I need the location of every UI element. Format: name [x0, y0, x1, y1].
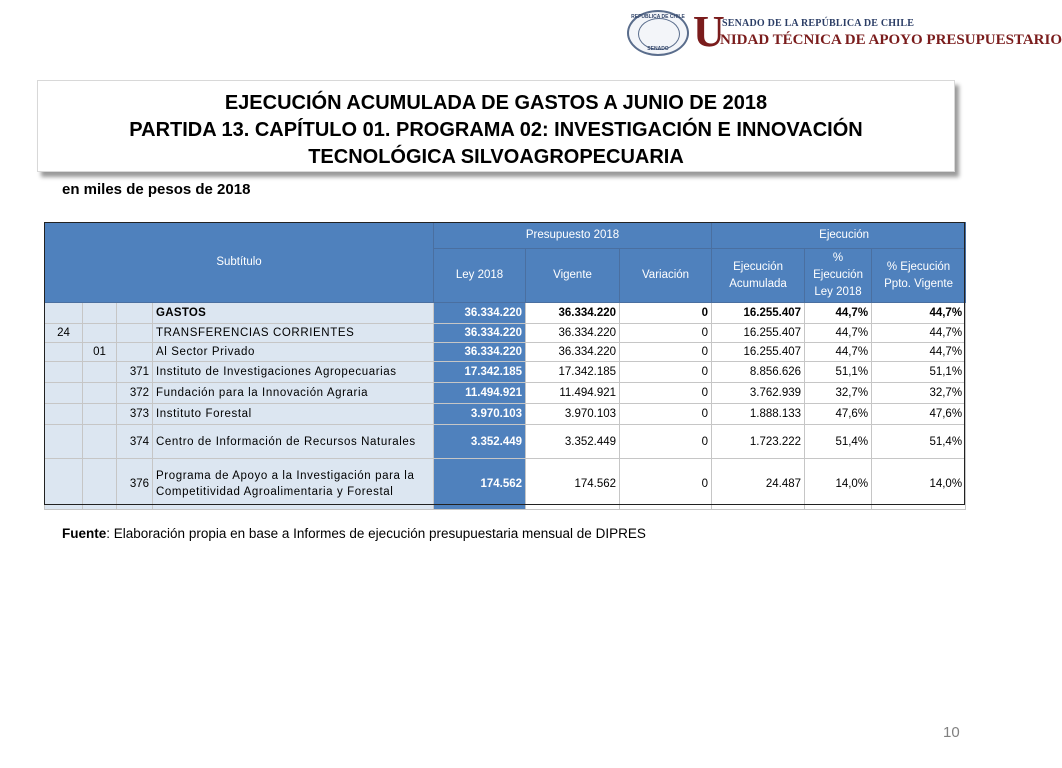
- asignacion-code: 372: [117, 383, 153, 404]
- ejecucion-value: 3.762.939: [712, 383, 805, 404]
- vigente-value: 3.970.103: [526, 404, 620, 425]
- page-number: 10: [943, 724, 960, 741]
- variacion-value: 0: [620, 362, 712, 383]
- ejecucion-value: 1.888.133: [712, 404, 805, 425]
- seal-bottom-text: SENADO: [647, 46, 669, 52]
- ley-value: 11.494.921: [434, 383, 526, 404]
- header-ejecucion: Ejecución: [712, 223, 966, 249]
- subtitulo-code: [45, 404, 83, 425]
- ejecucion-value: 16.255.407: [712, 303, 805, 324]
- row-name: Fundación para la Innovación Agraria: [153, 383, 434, 404]
- pct-vigente-value: 51,4%: [872, 425, 966, 459]
- variacion-value: 0: [620, 459, 712, 510]
- pct-vigente-value: 32,7%: [872, 383, 966, 404]
- asignacion-code: 374: [117, 425, 153, 459]
- pct-ley-value: 47,6%: [805, 404, 872, 425]
- subtitulo-code: [45, 362, 83, 383]
- header-pct-ley: % Ejecución Ley 2018: [805, 249, 872, 303]
- page-subtitle: PARTIDA 13. CAPÍTULO 01. PROGRAMA 02: INVESTIGACIÓN E INNOVACIÓN TECNOLÓGICA SILVOAGROPECUARIA: [129, 119, 863, 168]
- header-ejecucion-acumulada: Ejecución Acumulada: [712, 249, 805, 303]
- ejecucion-value: 1.723.222: [712, 425, 805, 459]
- ejecucion-value: 8.856.626: [712, 362, 805, 383]
- variacion-value: 0: [620, 425, 712, 459]
- pct-vigente-value: 44,7%: [872, 303, 966, 324]
- ley-value: 174.562: [434, 459, 526, 510]
- item-code: 01: [83, 343, 117, 362]
- variacion-value: 0: [620, 404, 712, 425]
- budget-table: [44, 222, 966, 510]
- ejecucion-value: 24.487: [712, 459, 805, 510]
- vigente-value: 17.342.185: [526, 362, 620, 383]
- ley-value: 17.342.185: [434, 362, 526, 383]
- units-label: en miles de pesos de 2018: [62, 181, 251, 198]
- item-code: [83, 459, 117, 510]
- pct-vigente-value: 44,7%: [872, 324, 966, 343]
- header-variacion: Variación: [620, 249, 712, 303]
- header-subtitulo: Subtítulo: [45, 223, 434, 303]
- vigente-value: 36.334.220: [526, 303, 620, 324]
- row-name: GASTOS: [153, 303, 434, 324]
- variacion-value: 0: [620, 303, 712, 324]
- header-vigente: Vigente: [526, 249, 620, 303]
- table-row: [45, 459, 966, 510]
- logo-initial: U: [693, 7, 725, 56]
- table-row: [45, 362, 966, 383]
- row-name: Instituto Forestal: [153, 404, 434, 425]
- variacion-value: 0: [620, 383, 712, 404]
- pct-ley-value: 51,4%: [805, 425, 872, 459]
- pct-ley-value: 32,7%: [805, 383, 872, 404]
- asignacion-code: 376: [117, 459, 153, 510]
- row-name: Programa de Apoyo a la Investigación para la Competitividad Agroalimentaria y Forestal: [153, 459, 434, 510]
- item-code: [83, 425, 117, 459]
- table-row: [45, 324, 966, 343]
- table-row: [45, 404, 966, 425]
- item-code: [83, 404, 117, 425]
- vigente-value: 3.352.449: [526, 425, 620, 459]
- title-box: [37, 80, 955, 172]
- pct-vigente-value: 44,7%: [872, 343, 966, 362]
- pct-ley-value: 44,7%: [805, 303, 872, 324]
- item-code: [83, 303, 117, 324]
- ley-value: 36.334.220: [434, 324, 526, 343]
- logo-subtitle: SENADO DE LA REPÚBLICA DE CHILE: [722, 18, 915, 29]
- variacion-value: 0: [620, 324, 712, 343]
- ejecucion-value: 16.255.407: [712, 324, 805, 343]
- table-row: [45, 425, 966, 459]
- vigente-value: 11.494.921: [526, 383, 620, 404]
- source-text: : Elaboración propia en base a Informes de ejecución presupuestaria mensual de DIPRES: [106, 526, 646, 541]
- asignacion-code: [117, 343, 153, 362]
- item-code: [83, 324, 117, 343]
- header-logo: [627, 7, 1062, 58]
- asignacion-code: 371: [117, 362, 153, 383]
- pct-ley-value: 44,7%: [805, 324, 872, 343]
- table-row: [45, 343, 966, 362]
- ley-value: 36.334.220: [434, 343, 526, 362]
- senate-seal-icon: [627, 10, 689, 56]
- asignacion-code: [117, 324, 153, 343]
- subtitulo-code: [45, 383, 83, 404]
- pct-ley-value: 44,7%: [805, 343, 872, 362]
- pct-ley-value: 14,0%: [805, 459, 872, 510]
- subtitulo-code: 24: [45, 324, 83, 343]
- table-row: [45, 383, 966, 404]
- vigente-value: 174.562: [526, 459, 620, 510]
- item-code: [83, 362, 117, 383]
- vigente-value: 36.334.220: [526, 324, 620, 343]
- subtitulo-code: [45, 459, 83, 510]
- pct-vigente-value: 14,0%: [872, 459, 966, 510]
- source-note: [62, 526, 646, 541]
- subtitulo-code: [45, 343, 83, 362]
- vigente-value: 36.334.220: [526, 343, 620, 362]
- source-label: Fuente: [62, 526, 107, 541]
- pct-vigente-value: 47,6%: [872, 404, 966, 425]
- ejecucion-value: 16.255.407: [712, 343, 805, 362]
- variacion-value: 0: [620, 343, 712, 362]
- ley-value: 3.352.449: [434, 425, 526, 459]
- row-name: TRANSFERENCIAS CORRIENTES: [153, 324, 434, 343]
- asignacion-code: [117, 303, 153, 324]
- page-title: EJECUCIÓN ACUMULADA DE GASTOS A JUNIO DE 2018: [224, 92, 768, 114]
- header-ley: Ley 2018: [434, 249, 526, 303]
- subtitulo-code: [45, 303, 83, 324]
- row-name: Al Sector Privado: [153, 343, 434, 362]
- ley-value: 36.334.220: [434, 303, 526, 324]
- pct-vigente-value: 51,1%: [872, 362, 966, 383]
- row-name: Centro de Información de Recursos Naturales: [153, 425, 434, 459]
- item-code: [83, 383, 117, 404]
- row-name: Instituto de Investigaciones Agropecuarias: [153, 362, 434, 383]
- subtitulo-code: [45, 425, 83, 459]
- table-row: [45, 303, 966, 324]
- header-pct-vigente: % Ejecución Ppto. Vigente: [872, 249, 966, 303]
- asignacion-code: 373: [117, 404, 153, 425]
- header-presupuesto: Presupuesto 2018: [434, 223, 712, 249]
- logo-title: NIDAD TÉCNICA DE APOYO PRESUPUESTARIO: [720, 32, 1062, 48]
- pct-ley-value: 51,1%: [805, 362, 872, 383]
- seal-top-text: REPÚBLICA DE CHILE: [631, 14, 685, 20]
- ley-value: 3.970.103: [434, 404, 526, 425]
